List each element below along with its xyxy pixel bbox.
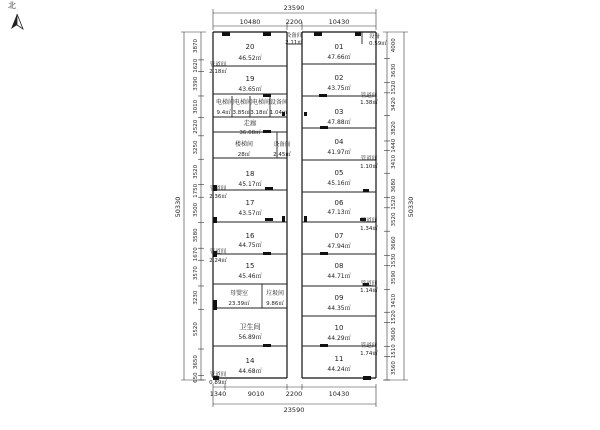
room-07: 07 — [334, 232, 344, 240]
right-dimension-parts — [384, 38, 397, 380]
dimension-part: 650 — [193, 372, 199, 383]
building-outline — [213, 32, 376, 378]
room-20: 20 — [245, 43, 255, 51]
room-08: 08 — [334, 262, 344, 270]
dimension-part: 3500 — [193, 202, 199, 217]
dimension-part: 3660 — [391, 236, 397, 251]
dimension-part: 1440 — [391, 138, 397, 153]
dimension-part: 3630 — [391, 63, 397, 78]
dimension-part: 3870 — [193, 38, 199, 53]
dimension-part: 1750 — [193, 183, 199, 198]
shaft-area: 1.38㎡ — [360, 100, 378, 106]
dimension-part: 1620 — [193, 58, 199, 73]
north-arrow-icon — [11, 14, 17, 29]
shaft-label: 管道间 — [209, 249, 227, 255]
room-16: 16 — [245, 232, 255, 240]
dimension-part: 3600 — [391, 327, 397, 342]
room-06-area: 47.13㎡ — [327, 209, 351, 216]
compass-label: 北 — [8, 1, 16, 10]
dimension-part: 3410 — [391, 293, 397, 308]
dimension-part: 3250 — [193, 140, 199, 155]
top-total-dim: 23590 — [283, 4, 305, 12]
room-07-area: 47.94㎡ — [327, 243, 351, 250]
corridor-label: 走廊 — [243, 119, 257, 127]
room-20-area: 46.52㎡ — [238, 55, 262, 62]
shaft-area: 1.34㎡ — [360, 226, 378, 232]
room-09-area: 44.35㎡ — [327, 305, 351, 312]
dimension-part: 1510 — [391, 344, 397, 359]
room-15-area: 45.46㎡ — [238, 273, 262, 280]
bottom-dim-part: 1340 — [209, 390, 227, 398]
dimension-part: 2520 — [193, 119, 199, 134]
shaft-area: 1.74㎡ — [360, 351, 378, 357]
top-dim-part: 10430 — [328, 18, 350, 26]
dimension-part: 3420 — [391, 97, 397, 112]
equipment-room-top-area: 2.11㎡ — [285, 40, 303, 46]
room-08-area: 44.71㎡ — [327, 273, 351, 280]
shaft-area: 0.89㎡ — [209, 380, 227, 386]
side-dimension-lines — [181, 32, 408, 380]
room-05-area: 45.16㎡ — [327, 180, 351, 187]
dimension-part: 3010 — [193, 99, 199, 114]
equipment-room-top: 设备间 — [285, 33, 303, 39]
shaft-area: 1.14㎡ — [360, 288, 378, 294]
mother-baby-room: 母婴室 — [229, 290, 249, 297]
dimension-part: 1520 — [391, 80, 397, 95]
room-toilet: 卫生间 — [239, 323, 261, 331]
room-11-area: 44.24㎡ — [327, 366, 351, 373]
top-dim-part: 2200 — [285, 18, 303, 26]
room-15: 15 — [245, 262, 255, 270]
room-toilet-area: 56.89㎡ — [238, 334, 262, 341]
room-02: 02 — [334, 74, 344, 82]
elevator-rooms-labels: 电梯间电梯间电梯间设备间 — [215, 99, 289, 106]
bottom-dim-part: 2200 — [285, 390, 303, 398]
bottom-dim-part: 10430 — [328, 390, 350, 398]
room-17-area: 43.57㎡ — [238, 210, 262, 217]
room-06: 06 — [334, 199, 344, 207]
top-dim-part: 10480 — [239, 18, 261, 26]
room-02-area: 43.75㎡ — [327, 85, 351, 92]
room-labels — [209, 31, 387, 386]
shaft-label: 管道间 — [360, 156, 378, 162]
left-total-dim: 50330 — [174, 196, 182, 218]
shaft-label: 管道间 — [209, 186, 227, 192]
dimension-part: 3230 — [193, 290, 199, 305]
left-dimension-parts — [193, 38, 204, 382]
room-05: 05 — [334, 169, 344, 177]
dimension-part: 3520 — [391, 212, 397, 227]
room-03-area: 47.88㎡ — [327, 119, 351, 126]
room-14: 14 — [245, 357, 255, 365]
mother-baby-room-area: 23.39㎡ — [228, 301, 250, 307]
shaft-label: 管道间 — [209, 372, 227, 378]
shaft-label: 管道间 — [360, 343, 378, 349]
bottom-dim-part: 9010 — [247, 390, 265, 398]
room-10-area: 44.29㎡ — [327, 335, 351, 342]
bottom-total-dim: 23590 — [283, 406, 305, 414]
room-14-area: 44.68㎡ — [238, 368, 262, 375]
dimension-part: 1670 — [193, 247, 199, 262]
dimension-part: 3820 — [391, 121, 397, 136]
dimension-part: 3680 — [391, 178, 397, 193]
dimension-part: 3650 — [193, 355, 199, 370]
shaft-area: 2.36㎡ — [209, 194, 227, 200]
corridor-area: 36.08㎡ — [239, 130, 261, 136]
right-total-dim: 50330 — [407, 196, 415, 218]
room-01: 01 — [334, 43, 344, 51]
dimension-part: 5520 — [193, 322, 199, 337]
shaft-area: 1.10㎡ — [360, 164, 378, 170]
equipment-room-right: 设备 — [369, 34, 381, 40]
room-01-area: 47.66㎡ — [327, 54, 351, 61]
room-19: 19 — [245, 75, 255, 83]
dimension-part: 1520 — [391, 195, 397, 210]
shaft-area: 2.24㎡ — [209, 258, 227, 264]
shaft-label: 管道间 — [209, 62, 227, 68]
room-18-area: 45.17㎡ — [238, 181, 262, 188]
shaft-area: 2.18㎡ — [209, 69, 227, 75]
room-16-area: 44.75㎡ — [238, 242, 262, 249]
dimension-part: 1520 — [391, 310, 397, 325]
room-11: 11 — [334, 355, 344, 363]
dimension-part: 3390 — [193, 76, 199, 91]
stair-area: 28㎡ — [237, 152, 251, 158]
room-19-area: 43.65㎡ — [238, 86, 262, 93]
garbage-room-area: 9.86㎡ — [266, 301, 284, 307]
shaft-label: 管道间 — [360, 93, 378, 99]
elevator-rooms-areas: 9.4㎡ 3.85㎡3.18㎡ 1.04㎡ — [216, 110, 288, 116]
equipment-room-right-area: 0.59㎡ — [369, 41, 387, 47]
equipment-room-mid: 设备间 — [273, 142, 291, 148]
north-compass — [8, 0, 23, 29]
room-03: 03 — [334, 108, 344, 116]
dimension-part: 3560 — [391, 361, 397, 376]
equipment-room-mid-area: 2.45㎡ — [273, 152, 291, 158]
shaft-label: 管道间 — [360, 218, 378, 224]
dimension-part: 3520 — [193, 164, 199, 179]
room-17: 17 — [245, 199, 255, 207]
dimension-part: 3410 — [391, 154, 397, 169]
partitions — [213, 32, 376, 346]
garbage-room: 垃圾间 — [265, 290, 285, 297]
room-09: 09 — [334, 294, 344, 302]
room-10: 10 — [334, 324, 344, 332]
dimension-part: 1530 — [391, 253, 397, 268]
room-18: 18 — [245, 170, 255, 178]
dimension-part: 3570 — [193, 266, 199, 281]
room-04-area: 41.97㎡ — [327, 149, 351, 156]
stair-label: 楼梯间 — [234, 141, 254, 148]
dimension-part: 3580 — [193, 228, 199, 243]
dimension-part: 3590 — [391, 270, 397, 285]
dimension-part: 4000 — [391, 38, 397, 53]
room-04: 04 — [334, 138, 344, 146]
shaft-label: 管道间 — [360, 281, 378, 287]
